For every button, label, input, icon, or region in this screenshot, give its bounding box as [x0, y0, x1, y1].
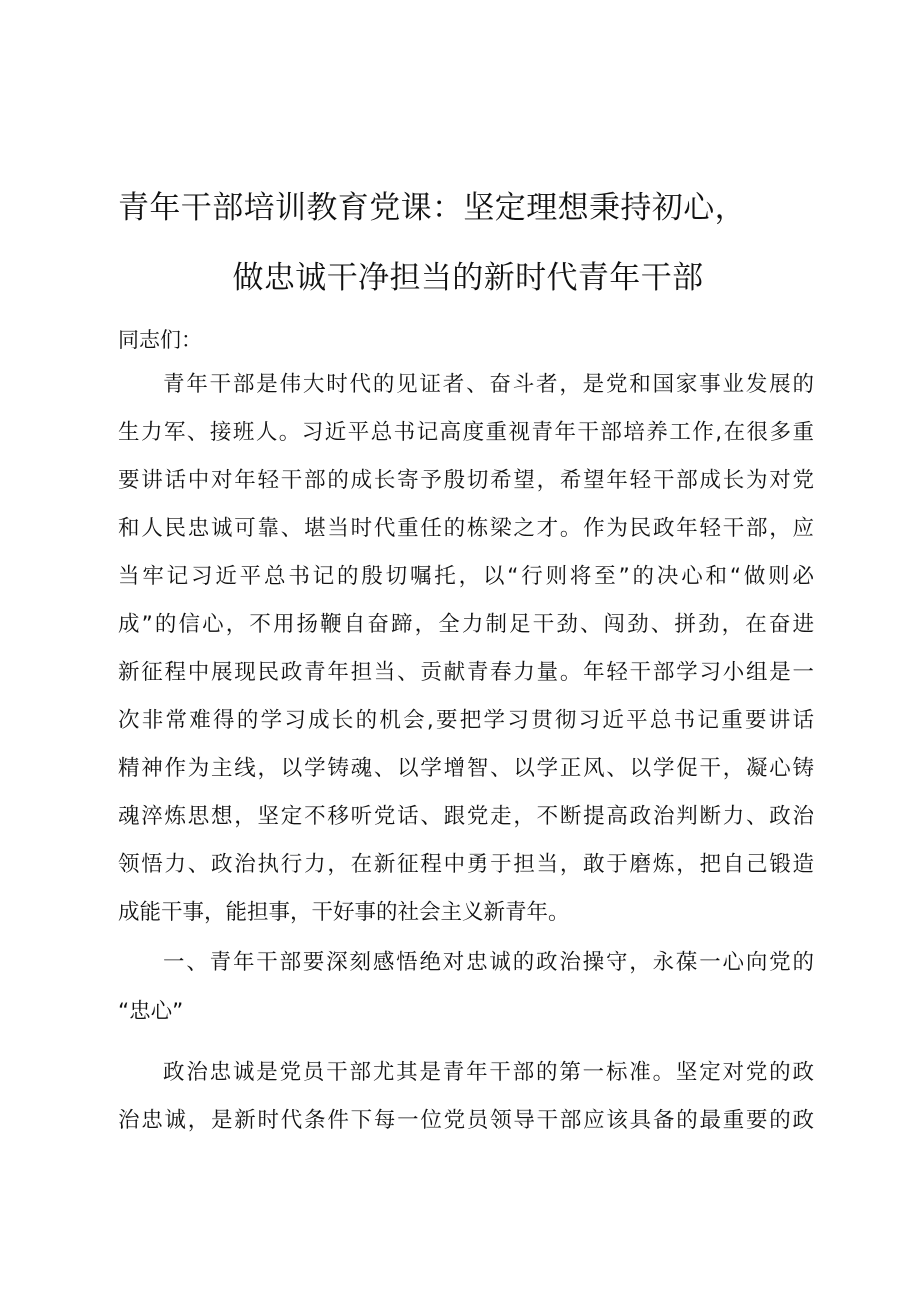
paragraph-1-line: 成能干事，能担事，干好事的社会主义新青年。: [118, 900, 570, 925]
salutation: 同志们：: [118, 328, 202, 352]
paragraph-1-line: 领悟力、政治执行力，在新征程中勇于担当，敢于磨炼，把自己锻造: [118, 852, 814, 877]
paragraph-2-line: 治忠诚，是新时代条件下每一位党员领导干部应该具备的最重要的政: [118, 1108, 814, 1133]
document-title-line-1: 青年干部培训教育党课：坚定理想秉持初心，: [118, 190, 746, 226]
paragraph-1-line: 魂淬炼思想，坚定不移听党话、跟党走，不断提高政治判断力、政治: [118, 804, 814, 829]
paragraph-2-line: 政治忠诚是党员干部尤其是青年干部的第一标准。坚定对党的政: [163, 1060, 814, 1085]
paragraph-1-line: 和人民忠诚可靠、堪当时代重任的栋梁之才。作为民政年轻干部，应: [118, 516, 814, 541]
paragraph-1-line: 当牢记习近平总书记的殷切嘱托，以“行则将至”的决心和“做则必: [118, 564, 814, 589]
section-heading-1-line: 一、青年干部要深刻感悟绝对忠诚的政治操守，永葆一心向党的: [163, 950, 814, 975]
paragraph-1-line: 新征程中展现民政青年担当、贡献青春力量。年轻干部学习小组是一: [118, 660, 814, 685]
paragraph-1-line: 精神作为主线，以学铸魂、以学增智、以学正风、以学促干，凝心铸: [118, 756, 814, 781]
paragraph-1-line: 生力军、接班人。习近平总书记高度重视青年干部培养工作,在很多重: [118, 420, 814, 445]
section-heading-1-line: “忠心”: [118, 999, 184, 1024]
paragraph-1-line: 要讲话中对年轻干部的成长寄予殷切希望，希望年轻干部成长为对党: [118, 468, 814, 493]
paragraph-1-line: 青年干部是伟大时代的见证者、奋斗者，是党和国家事业发展的: [163, 372, 814, 397]
paragraph-1-line: 次非常难得的学习成长的机会,要把学习贯彻习近平总书记重要讲话: [118, 708, 814, 733]
document-title-line-2: 做忠诚干净担当的新时代青年干部: [232, 260, 704, 296]
paragraph-1-line: 成”的信心，不用扬鞭自奋蹄，全力制足干劲、闯劲、拼劲，在奋进: [118, 612, 814, 637]
